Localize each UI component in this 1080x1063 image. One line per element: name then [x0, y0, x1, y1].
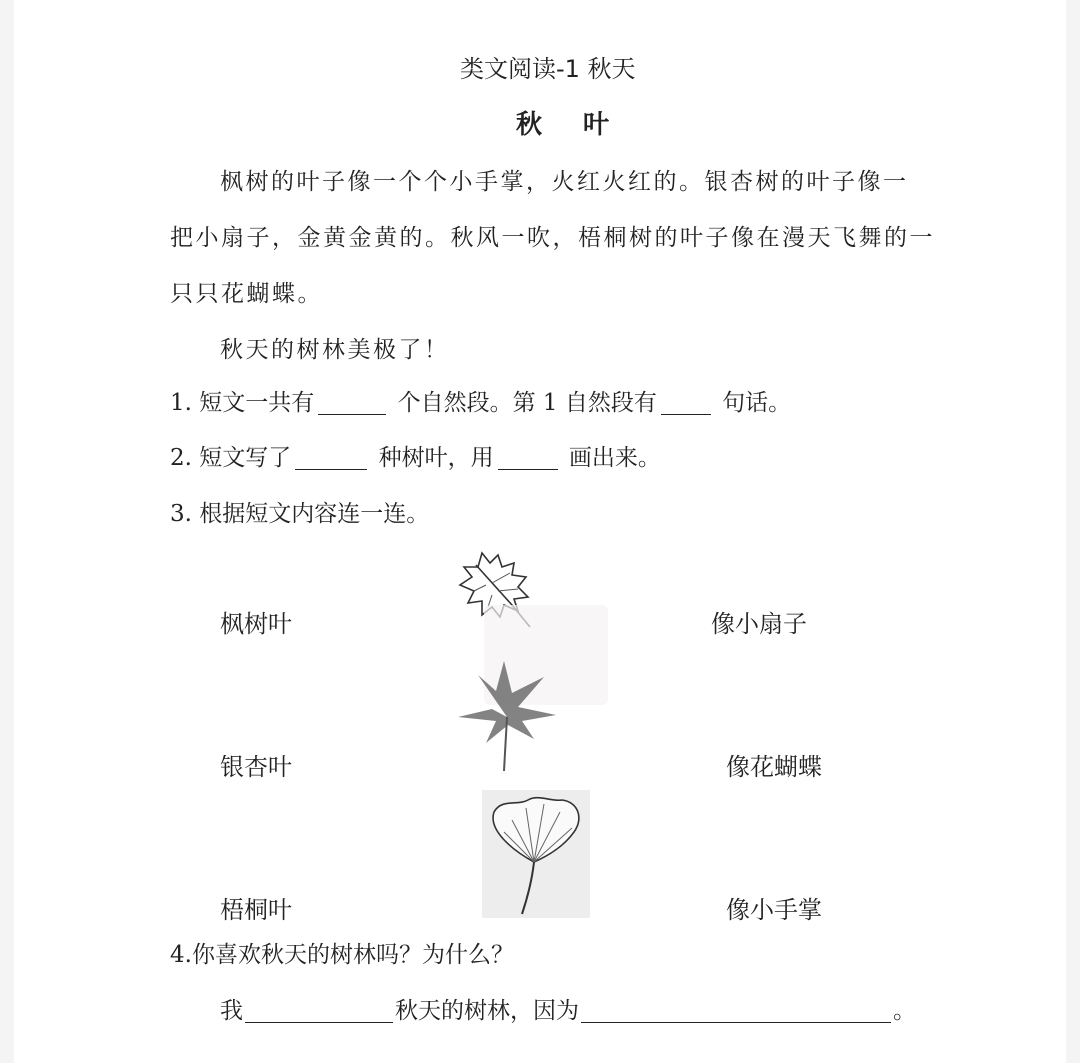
match-left-item[interactable]: 枫树叶 [220, 610, 292, 638]
question-3: 3. 根据短文内容连一连。 [170, 501, 430, 527]
passage-line: 把小扇子，金黄金黄的。秋风一吹，梧桐树的叶子像在漫天飞舞的一 [170, 225, 935, 251]
match-right-item[interactable]: 像花蝴蝶 [726, 753, 822, 781]
question-4-answer [220, 1000, 916, 1023]
answer-blank[interactable] [581, 1002, 891, 1023]
answer-text: 。 [893, 998, 916, 1024]
answer-blank[interactable] [318, 394, 386, 415]
ginkgo-leaf-sketch-icon [482, 790, 590, 918]
question-2 [170, 447, 661, 470]
question-text: 1. 短文一共有 [170, 390, 315, 416]
answer-blank[interactable] [295, 449, 367, 470]
answer-blank[interactable] [245, 1002, 393, 1023]
question-text: 句话。 [722, 390, 792, 416]
passage-line: 只只花蝴蝶。 [170, 281, 323, 307]
question-1 [170, 392, 791, 415]
question-text: 个自然段。第 1 自然段有 [397, 390, 657, 416]
passage-line: 枫树的叶子像一个个小手掌，火红火红的。银杏树的叶子像一 [220, 169, 909, 195]
question-text: 2. 短文写了 [170, 445, 292, 471]
worksheet-header: 类文阅读-1 秋天 [460, 55, 636, 83]
ginkgo-image-frame [482, 790, 590, 918]
question-text: 画出来。 [568, 445, 661, 471]
answer-blank[interactable] [661, 394, 711, 415]
passage-line: 秋天的树林美极了！ [220, 337, 450, 363]
match-right-item[interactable]: 像小扇子 [711, 610, 807, 638]
answer-text: 我 [220, 998, 243, 1024]
passage-title: 秋 叶 [516, 110, 626, 140]
answer-text: 秋天的树林，因为 [395, 998, 579, 1024]
question-text: 种树叶，用 [378, 445, 494, 471]
match-right-item[interactable]: 像小手掌 [726, 896, 822, 924]
match-left-item[interactable]: 银杏叶 [220, 753, 292, 781]
worksheet-page [14, 0, 1066, 1063]
match-left-item[interactable]: 梧桐叶 [220, 896, 292, 924]
question-4: 4.你喜欢秋天的树林吗？为什么？ [170, 942, 514, 968]
answer-blank[interactable] [498, 449, 558, 470]
maple-leaf-gray-icon [452, 655, 562, 775]
